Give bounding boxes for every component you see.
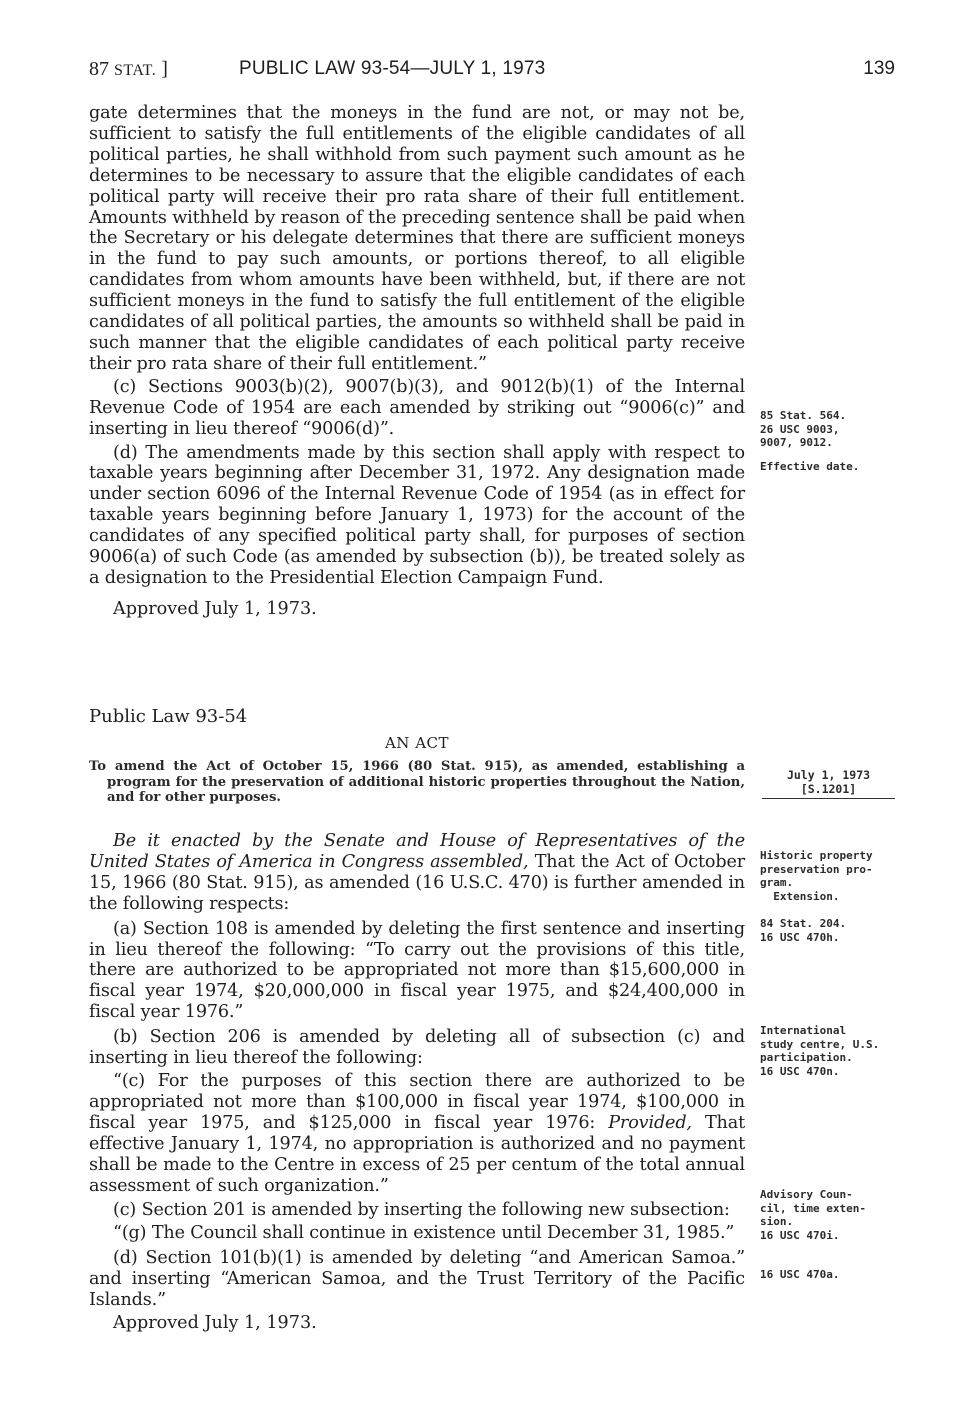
act-date-block <box>762 768 895 799</box>
page-number: 139 <box>863 58 895 79</box>
statute-volume-number: 87 <box>89 58 109 80</box>
amendment-a: (a) Section 108 is amended by deleting the first sentence and inserting in lieu thereof the following: “To carry out the provisions of this title, there are authorized to be appropriated not more than $15,600,000 in fiscal year 1974, $20,000,000 in fiscal year 1975, and $24,400,000 in fiscal year 1976.” <box>89 918 745 1023</box>
public-law-heading-block <box>89 706 745 727</box>
enacting-italic: Be it enacted by the Senate and House of Representatives of the United States of America in Congress assembled, <box>89 831 745 872</box>
margin-note-470a: 16 USC 470a. <box>760 1268 840 1281</box>
amendment-b-quote <box>89 1071 745 1196</box>
an-act-heading: AN ACT <box>384 734 450 752</box>
statute-bracket: ] <box>161 58 168 80</box>
margin-note-effective-date: Effective date. <box>760 460 860 473</box>
act-purpose: To amend the Act of October 15, 1966 (80 Stat. 915), as amended, establishing a program for the preservation of additional historic properties throughout the Nation, and for other purposes. <box>89 759 745 805</box>
date-block-rule <box>762 798 895 799</box>
main-column-top <box>89 103 745 620</box>
section-c-paragraph: (c) Sections 9003(b)(2), 9007(b)(3), and 9012(b)(1) of the Internal Revenue Code of 1954 are each amended by striking out “9006(c)” and inserting in lieu thereof “9006(d)”. <box>89 376 745 439</box>
bill-number: [S.1201] <box>800 782 857 796</box>
public-law-heading: Public Law 93-54 <box>89 706 248 727</box>
continued-paragraph: gate determines that the moneys in the fund are not, or may not be, sufficient to satisfy the full entitlements of the eligible candidates of all political parties, he shall withhold from such payment such amount as he determines to be necessary to assure that the eligible candidates of each political party will receive their pro rata share of their full entitlement. Amounts withheld by reason of the preceding sentence shall be paid when the Secretary or his delegate determines that there are sufficient moneys in the fund to pay such amounts, or portions thereof, to all eligible candidates from whom amounts have been withheld, but, if there are not sufficient moneys in the fund to satisfy the full entitlement of the eligible candidates of all political parties, the amounts so withheld shall be paid in such manner that the eligible candidates of each political party receive their pro rata share of their full entitlement.” <box>89 103 745 374</box>
section-d-paragraph: (d) The amendments made by this section shall apply with respect to taxable years beginning after December 31, 1972. Any designation made under section 6096 of the Internal Revenue Code of 1954 (as in effect for taxable years beginning before January 1, 1973) for the account of the candidates of any specified political party shall, for purposes of section 9006(a) of such Code (as amended by subsection (b)), be treated solely as a designation to the Presidential Election Campaign Fund. <box>89 442 745 588</box>
enacting-rest: That the Act of October 15, 1966 (80 Stat. 915), as amended (16 U.S.C. 470) is further amended in the following respects: <box>89 851 745 914</box>
margin-note-historic-property: Historic property preservation pro- gram. Extension. <box>760 849 873 903</box>
provided-italic: Provided, <box>608 1112 692 1133</box>
approved-line-1: Approved July 1, 1973. <box>113 598 317 619</box>
amendment-b-quote-post: That effective January 1, 1974, no appropriation is authorized and no payment shall be made to the Centre in excess of 25 per centum of the total annual assessment of such organization.” <box>89 1112 745 1196</box>
statute-volume <box>89 58 168 81</box>
header-title: PUBLIC LAW 93-54—JULY 1, 1973 <box>239 58 546 79</box>
margin-note-international: International study centre, U.S. participation. 16 USC 470n. <box>760 1024 880 1078</box>
statute-label: STAT. <box>114 62 157 79</box>
margin-note-84-stat: 84 Stat. 204. 16 USC 470h. <box>760 917 847 944</box>
amendment-c-quote: “(g) The Council shall continue in existence until December 31, 1985.” <box>113 1223 735 1244</box>
approved-line-2: Approved July 1, 1973. <box>113 1312 317 1333</box>
amendment-b-quote-pre: “(c) For the purposes of this section there are authorized to be appropriated not more than $100,000 in fiscal year 1974, $100,000 in fiscal year 1975, and $125,000 in fiscal year 1976: <box>89 1070 745 1133</box>
amendment-d: (d) Section 101(b)(1) is amended by deleting “and American Samoa.” and inserting “American Samoa, and the Trust Territory of the Pacific Islands.” <box>89 1248 745 1311</box>
margin-note-85-stat: 85 Stat. 564. 26 USC 9003, 9007, 9012. <box>760 409 847 449</box>
amendment-c: (c) Section 201 is amended by inserting the following new subsection: <box>113 1200 730 1221</box>
amendment-b: (b) Section 206 is amended by deleting all of subsection (c) and inserting in lieu thereof the following: <box>89 1027 745 1069</box>
act-date: July 1, 1973 <box>786 768 871 782</box>
running-header <box>89 58 895 84</box>
enacting-clause <box>89 831 745 915</box>
margin-note-advisory-council: Advisory Coun- cil, time exten- sion. 16 USC 470i. <box>760 1188 866 1242</box>
main-column-bottom <box>89 831 745 1334</box>
act-block <box>89 734 745 806</box>
